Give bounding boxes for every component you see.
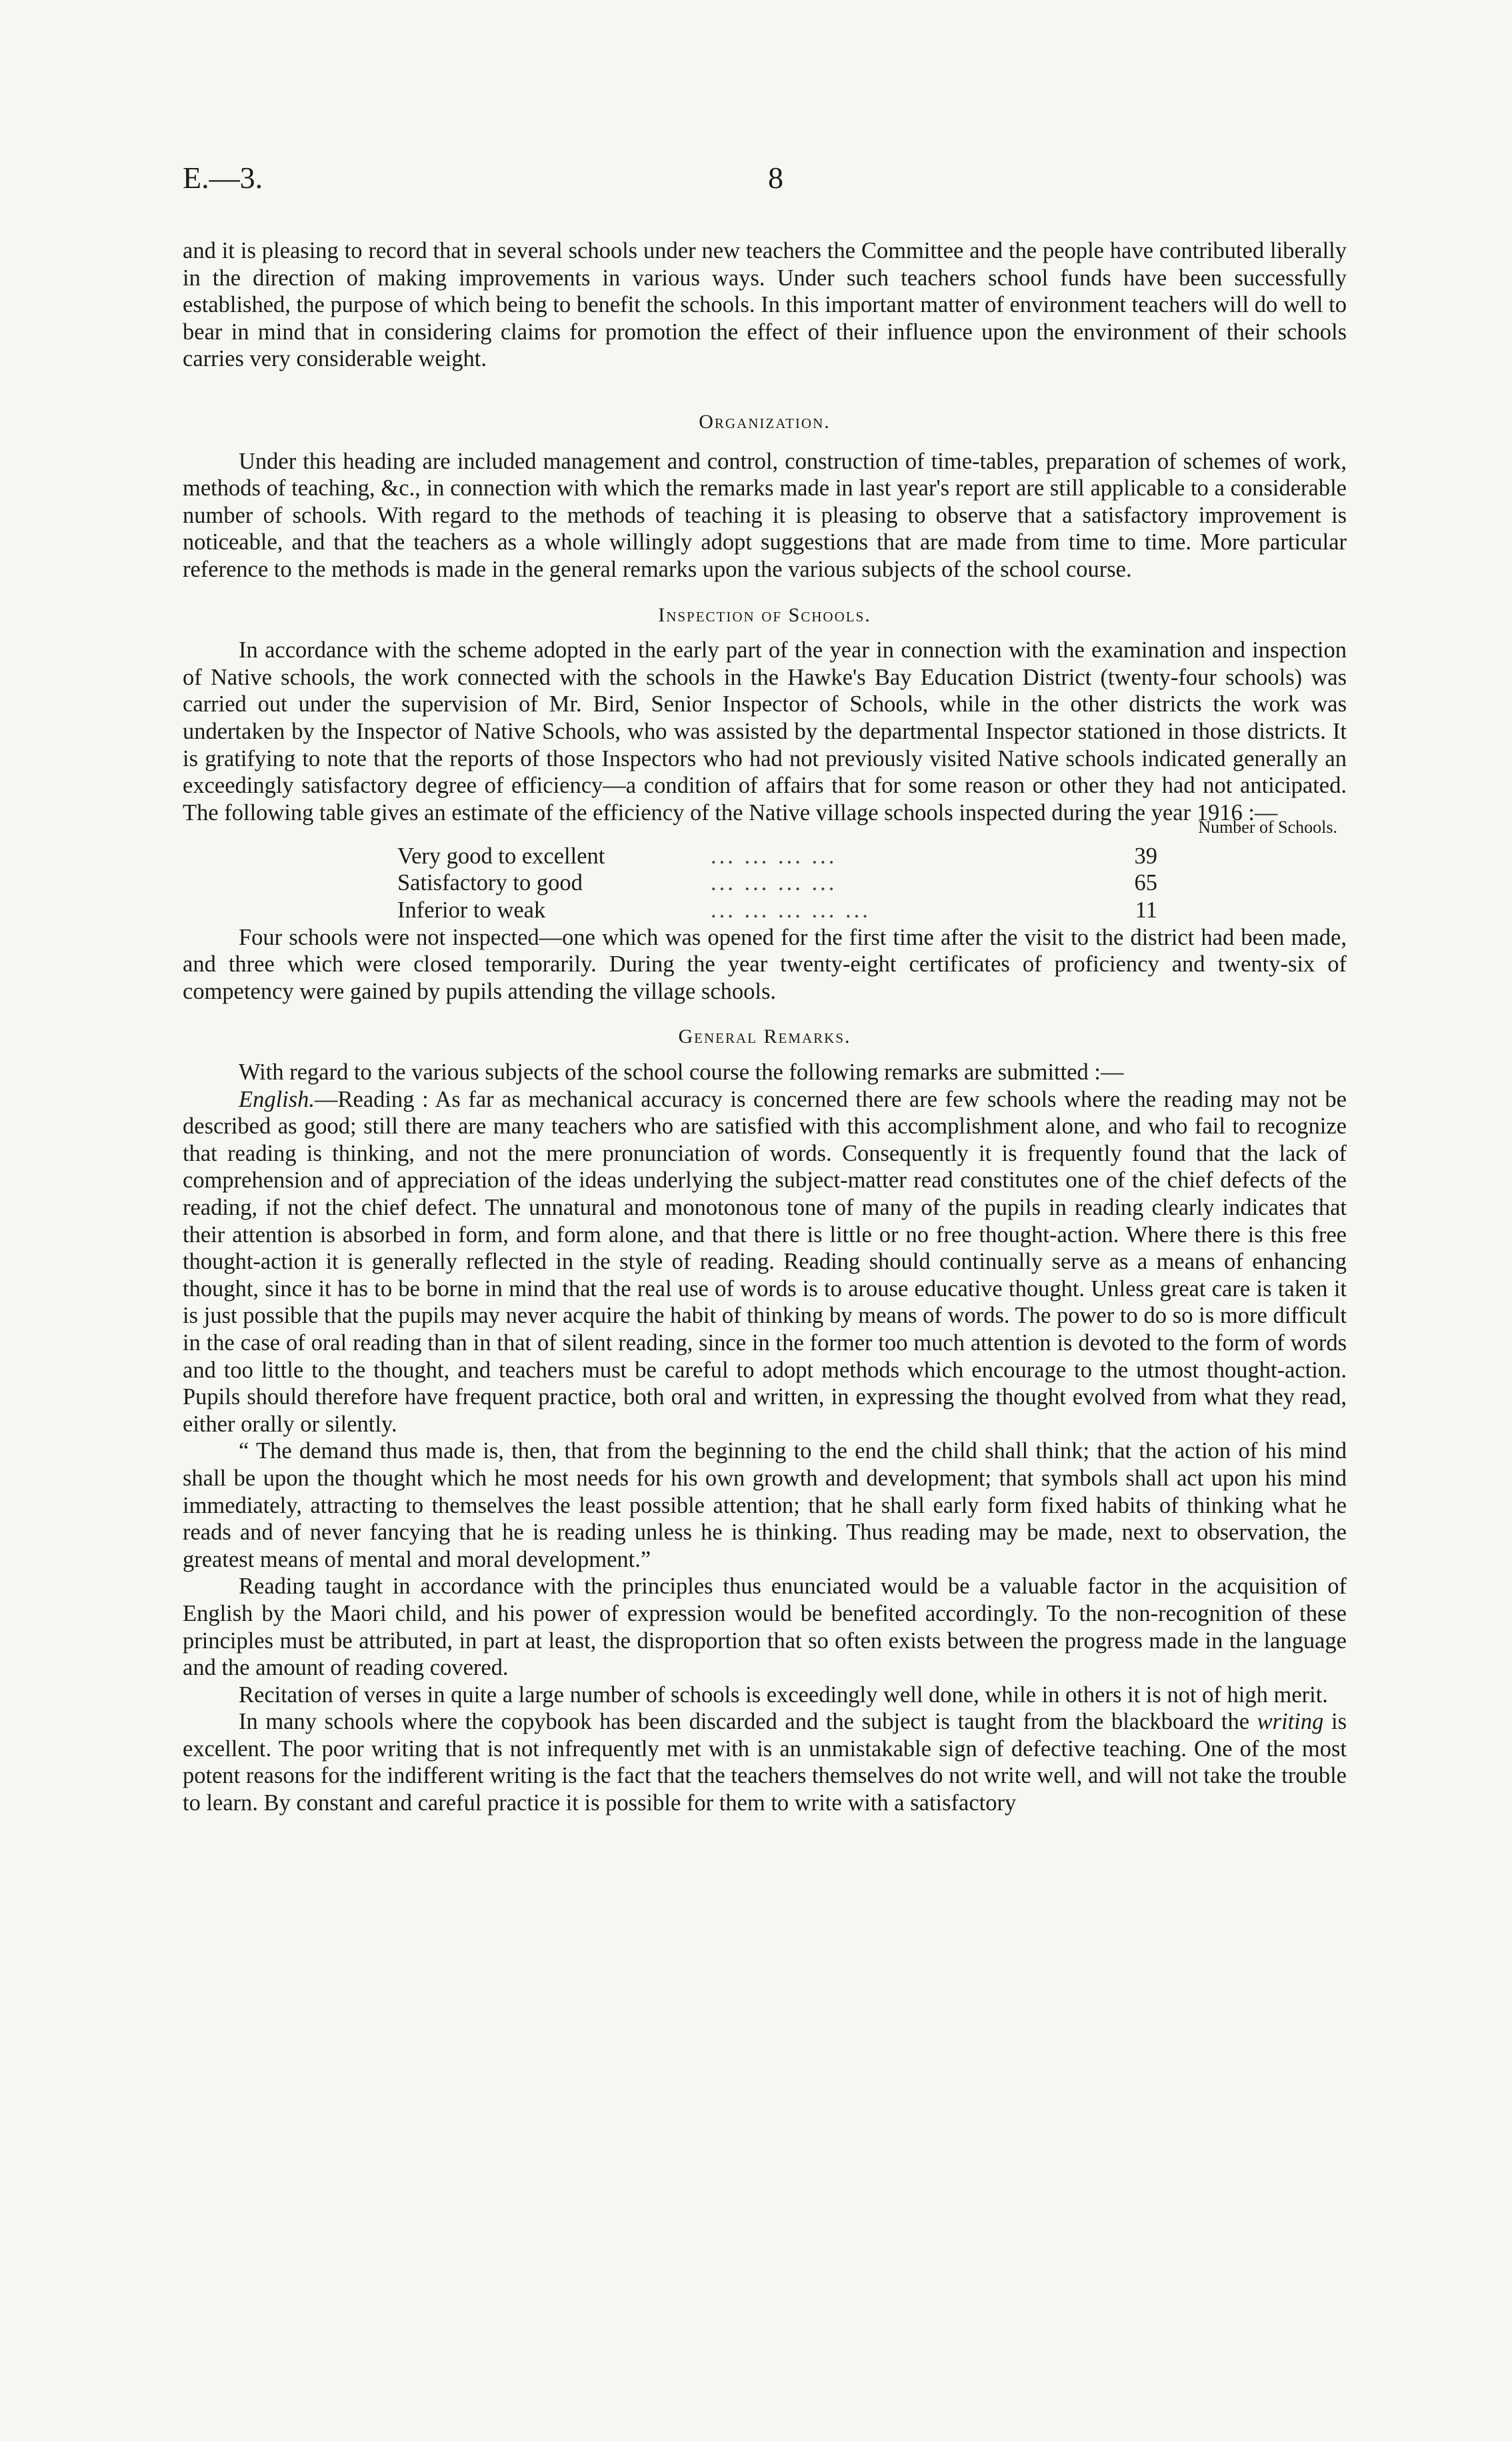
inspection-paragraph: In accordance with the scheme adopted in the early part of the year in connection with the examination and inspection of Native schools, the work connected with the schools in the Hawke's Bay Education District (twenty-four schools) was carried out under the supervision of Mr. Bird, Senior Inspector of Schools, while in the other districts the work was undertaken by the Inspector of Native Schools, who was assisted by the departmental Inspector stationed in those districts. It is gratifying to note that the reports of those Inspectors who had not previously visited Native schools indicated generally an exceedingly satisfactory degree of efficiency—a condition of affairs that for some reason or other they had not anticipated. The following table gives an estimate of the efficiency of the Native village schools inspected during the year 1916 :— (183, 637, 1347, 825)
general-remarks-intro: With regard to the various subjects of the school course the following remarks are submitted :— (239, 1059, 1124, 1085)
writing-text-before: In many schools where the copybook has been discarded and the subject is taught from the blackboard the (239, 1709, 1257, 1735)
english-text: —Reading : As far as mechanical accuracy is concerned there are few schools where the reading may not be described as good; still there are many teachers who are satisfied with this accomplishment alone, and who fail to recognize that reading is thinking, and not the mere pronunciation of words. Consequently it is frequently found that the lack of comprehension and of appreciation of the ideas underlying the subject-matter read constitutes one of the chief defects of the reading, if not the chief defect. The unnatural and monotonous tone of many of the pupils in reading clearly indicates that their attention is absorbed in form, and form alone, and that there is little or no free thought-action. Where there is this free thought-action it is generally reflected in the style of reading. Reading should continually serve as a means of enhancing thought, since it has to be borne in mind that the real use of words is to arouse educative thought. Unless great care is taken it is just possible that the pupils may never acquire the habit of thinking by means of words. The power to do so is more difficult in the case of oral reading than in that of silent reading, since in the former too much attention is devoted to the form of words and too little to the thought, and teachers must be careful to adopt methods which encourage to the utmost thought-action. Pupils should therefore have frequent practice, both oral and written, in expressing the thought evolved from what they read, either orally or silently. (183, 1086, 1347, 1437)
quote-paragraph: “ The demand thus made is, then, that from the beginning to the end the child shall think; that the action of his mind shall be upon the thought which he most needs for his own growth and development; that symbols shall act upon his mind immediately, attracting to themselves the least possible attention; that he shall early form fixed habits of thinking what he reads and of never fancying that he is reading unless he is thinking. Thus reading may be made, next to observation, the greatest means of mental and moral development.” (183, 1438, 1347, 1572)
row-leader-dots: ... ... ... ... (711, 870, 837, 896)
recitation-paragraph: Recitation of verses in quite a large number of schools is exceedingly well done, while in others it is not of high merit. (239, 1682, 1328, 1708)
row-leader-dots: ... ... ... ... (711, 843, 837, 869)
inspection-heading: Inspection of Schools. (658, 603, 871, 626)
page-body (183, 167, 1347, 1817)
row-category: Satisfactory to good (397, 870, 583, 896)
after-table-paragraph: Four schools were not inspected—one which was opened for the first time after the visit to the district had been made, and three which were closed temporarily. During the year twenty-eight certificates of proficiency and twenty-six of competency were gained by pupils attending the village schools. (183, 924, 1347, 1004)
table-row (397, 869, 1157, 897)
document-reference: E.—3. (183, 161, 263, 195)
efficiency-table (397, 843, 1157, 924)
table-row (397, 843, 1157, 870)
row-leader-dots: ... ... ... ... ... (711, 897, 871, 923)
row-category: Very good to excellent (397, 843, 605, 869)
table-row (397, 897, 1157, 924)
table-column-header: Number of Schools. (1198, 817, 1337, 837)
intro-paragraph: and it is pleasing to record that in several schools under new teachers the Committee and the people have contributed liberally in the direction of making improvements in various ways. Under such teachers school funds have been successfully established, the purpose of which being to benefit the schools. In this important matter of environment teachers will do well to bear in mind that in considering claims for promotion the effect of their influence upon the environment of their schools carries very considerable weight. (183, 238, 1347, 372)
english-label: English. (239, 1086, 315, 1112)
writing-text-after: is excellent. The poor writing that is not infrequently met with is an unmistakable sign of defective teaching. One of the most potent reasons for the indifferent writing is the fact that the teachers themselves do not write well, and will not take the trouble to learn. By constant and careful practice it is possible for them to write with a satisfactory (183, 1709, 1347, 1816)
page-number: 8 (768, 161, 783, 195)
reading-principles-paragraph: Reading taught in accordance with the principles thus enunciated would be a valuable factor in the acquisition of English by the Maori child, and his power of expression would be benefited accordingly. To the non-recognition of these principles must be attributed, in part at least, the disproportion that so often exists between the progress made in the language and the amount of reading covered. (183, 1574, 1347, 1681)
general-remarks-heading: General Remarks. (678, 1025, 851, 1048)
writing-paragraph (183, 1708, 1347, 1816)
english-paragraph (183, 1086, 1347, 1438)
writing-emphasis: writing (1257, 1709, 1324, 1735)
row-count: 11 (1135, 897, 1157, 923)
row-count: 65 (1134, 870, 1157, 896)
row-category: Inferior to weak (397, 897, 546, 923)
organization-paragraph: Under this heading are included management and control, construction of time-tables, preparation of schemes of work, methods of teaching, &c., in connection with which the remarks made in last year's report are still applicable to a considerable number of schools. With regard to the methods of teaching it is pleasing to observe that a satisfactory improvement is noticeable, and that the teachers as a whole willingly adopt suggestions that are made from time to time. More particular reference to the methods is made in the general remarks upon the various subjects of the school course. (183, 448, 1347, 582)
row-count: 39 (1134, 843, 1157, 869)
organization-heading: Organization. (699, 410, 831, 433)
